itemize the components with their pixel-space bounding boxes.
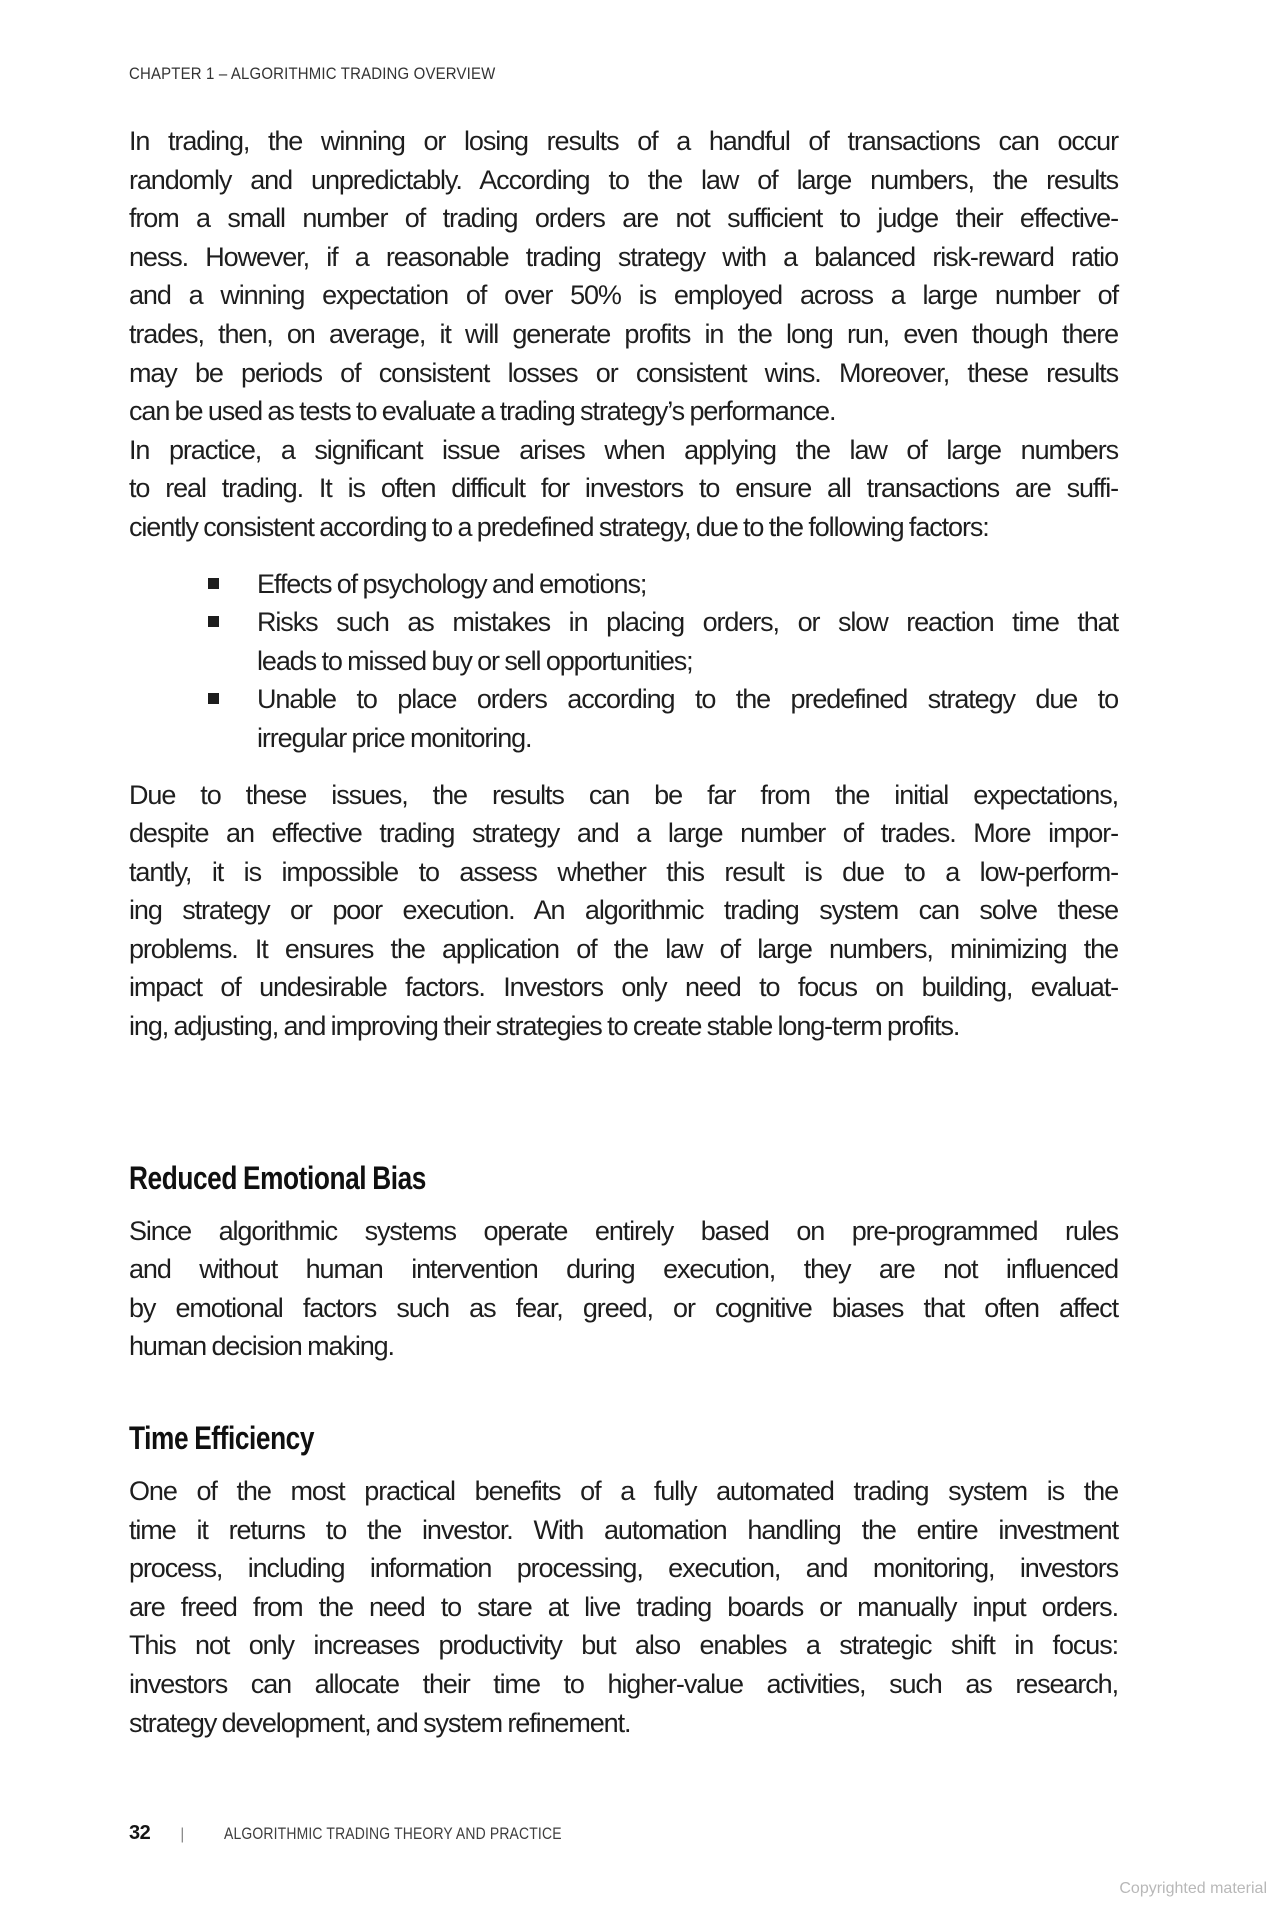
bullet-text bbox=[257, 565, 1118, 604]
paragraph bbox=[129, 776, 1118, 1046]
book-title bbox=[224, 1824, 636, 1844]
text-line: irregular price monitoring. bbox=[257, 722, 532, 753]
section-heading-reduced-emotional-bias bbox=[129, 1158, 1118, 1198]
paragraph bbox=[129, 122, 1118, 431]
text-line: randomly and unpredictably. According to the law of large numbers, the results bbox=[129, 164, 1118, 195]
body-text bbox=[129, 122, 1118, 1742]
text-line: In trading, the winning or losing results of a handful of transactions can occur bbox=[129, 126, 1118, 156]
text-line: trades, then, on average, it will generate profits in the long run, even though there bbox=[129, 318, 1118, 349]
bullet-square-icon bbox=[208, 578, 219, 589]
running-head-text: CHAPTER 1 – ALGORITHMIC TRADING OVERVIEW bbox=[129, 64, 496, 83]
section-heading-time-efficiency bbox=[129, 1418, 1118, 1458]
text-line: Due to these issues, the results can be far from the initial expectations, bbox=[129, 779, 1118, 810]
paragraph bbox=[129, 431, 1118, 547]
bullet-list bbox=[129, 565, 1118, 758]
section-heading-text: Time Efficiency bbox=[129, 1420, 315, 1457]
text-line: despite an effective trading strategy and a large number of trades. More impor- bbox=[129, 818, 1118, 849]
bullet-text bbox=[257, 680, 1118, 757]
text-line: tantly, it is impossible to assess whether this result is due to a low-perform- bbox=[129, 856, 1118, 887]
text-line: time it returns to the investor. With automation handling the entire investment bbox=[129, 1514, 1118, 1545]
footer-separator: | bbox=[180, 1826, 185, 1843]
text-line: In practice, a significant issue arises when applying the law of large numbers bbox=[129, 434, 1118, 465]
paragraph bbox=[129, 1472, 1118, 1742]
bullet-item bbox=[129, 680, 1118, 757]
text-line: may be periods of consistent losses or consistent wins. Moreover, these results bbox=[129, 357, 1118, 388]
text-line: strategy development, and system refinement. bbox=[129, 1707, 631, 1738]
text-line: ing strategy or poor execution. An algorithmic trading system can solve these bbox=[129, 895, 1118, 926]
text-line: ciently consistent according to a predefined strategy, due to the following factors: bbox=[129, 511, 989, 542]
text-line: problems. It ensures the application of the law of large numbers, minimizing the bbox=[129, 933, 1118, 964]
page-footer bbox=[129, 1822, 636, 1845]
book-title-text: ALGORITHMIC TRADING THEORY AND PRACTICE bbox=[224, 1824, 563, 1843]
bullet-square-icon bbox=[208, 616, 219, 627]
text-line: leads to missed buy or sell opportunities; bbox=[257, 645, 693, 676]
bullet-square-icon bbox=[208, 693, 219, 704]
text-line: Since algorithmic systems operate entirely based on pre-programmed rules bbox=[129, 1215, 1118, 1246]
text-line: ing, adjusting, and improving their strategies to create stable long-term profits. bbox=[129, 1011, 960, 1042]
text-line: and a winning expectation of over 50% is employed across a large number of bbox=[129, 280, 1118, 311]
section-heading-text: Reduced Emotional Bias bbox=[129, 1159, 426, 1196]
text-line: are freed from the need to stare at live trading boards or manually input orders. bbox=[129, 1591, 1118, 1622]
text-line: and without human intervention during execution, they are not influenced bbox=[129, 1254, 1118, 1285]
text-line: ness. However, if a reasonable trading strategy with a balanced risk-reward ratio bbox=[129, 241, 1118, 272]
bullet-text bbox=[257, 603, 1118, 680]
paragraph bbox=[129, 1212, 1118, 1366]
text-line: investors can allocate their time to higher-value activities, such as research, bbox=[129, 1669, 1118, 1699]
copyright-watermark: Copyrighted material bbox=[1119, 1880, 1267, 1897]
text-line: impact of undesirable factors. Investors only need to focus on building, evaluat- bbox=[129, 972, 1118, 1003]
running-head bbox=[129, 64, 545, 84]
bullet-item bbox=[129, 603, 1118, 680]
text-line: One of the most practical benefits of a fully automated trading system is the bbox=[129, 1476, 1118, 1507]
text-line: Unable to place orders according to the predefined strategy due to bbox=[257, 684, 1118, 715]
text-line: to real trading. It is often difficult for investors to ensure all transactions are suffi- bbox=[129, 473, 1118, 504]
text-line: This not only increases productivity but also enables a strategic shift in focus: bbox=[129, 1630, 1118, 1661]
text-line: can be used as tests to evaluate a trading strategy’s performance. bbox=[129, 396, 836, 427]
page-number: 32 bbox=[129, 1822, 151, 1844]
text-line: by emotional factors such as fear, greed, or cognitive biases that often affect bbox=[129, 1292, 1118, 1323]
text-line: human decision making. bbox=[129, 1331, 394, 1362]
text-line: from a small number of trading orders are not sufficient to judge their effective- bbox=[129, 203, 1118, 234]
text-line: process, including information processing, execution, and monitoring, investors bbox=[129, 1553, 1118, 1584]
text-line: Risks such as mistakes in placing orders, or slow reaction time that bbox=[257, 607, 1118, 638]
text-line: Effects of psychology and emotions; bbox=[257, 568, 647, 599]
bullet-item bbox=[129, 565, 1118, 604]
